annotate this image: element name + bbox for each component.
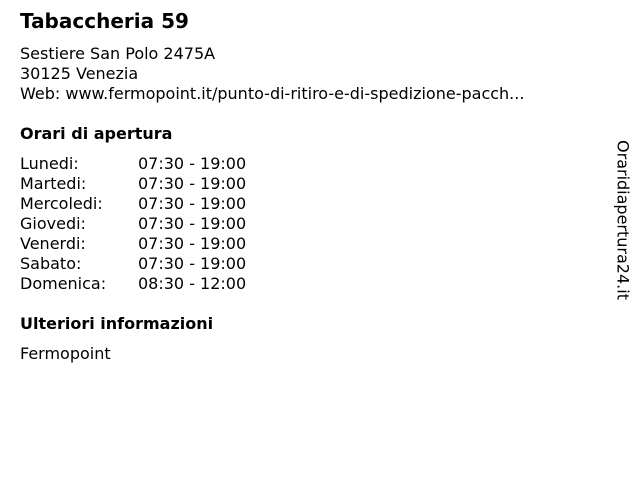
more-info-text: Fermopoint: [20, 344, 111, 363]
day-label: Lunedi:: [20, 154, 79, 173]
hours-row-saturday: [20, 254, 246, 274]
hours-row-sunday: [20, 274, 246, 294]
site-watermark: Oraridiapertura24.it: [613, 140, 633, 300]
opening-hours-heading: Orari di apertura: [20, 124, 173, 143]
hours-row-tuesday: [20, 174, 246, 194]
day-label: Sabato:: [20, 254, 82, 273]
day-label: Martedi:: [20, 174, 87, 193]
hours-row-monday: [20, 154, 246, 174]
day-label: Venerdi:: [20, 234, 86, 253]
website-link[interactable]: Web: www.fermopoint.it/punto-di-ritiro-e-di-spedizione-pacch...: [20, 84, 525, 103]
opening-hours-table: [20, 154, 246, 294]
time-range: 07:30 - 19:00: [138, 174, 247, 193]
address-street: Sestiere San Polo 2475A: [20, 44, 216, 63]
hours-row-friday: [20, 234, 246, 254]
day-label: Domenica:: [20, 274, 107, 293]
hours-row-wednesday: [20, 194, 246, 214]
hours-row-thursday: [20, 214, 246, 234]
time-range: 07:30 - 19:00: [138, 214, 247, 233]
address-city: 30125 Venezia: [20, 64, 139, 83]
business-name: Tabaccheria 59: [20, 9, 189, 33]
more-info-heading: Ulteriori informazioni: [20, 314, 214, 333]
time-range: 07:30 - 19:00: [138, 194, 247, 213]
day-label: Giovedi:: [20, 214, 86, 233]
time-range: 07:30 - 19:00: [138, 254, 247, 273]
time-range: 08:30 - 12:00: [138, 274, 247, 293]
time-range: 07:30 - 19:00: [138, 154, 247, 173]
time-range: 07:30 - 19:00: [138, 234, 247, 253]
day-label: Mercoledi:: [20, 194, 103, 213]
